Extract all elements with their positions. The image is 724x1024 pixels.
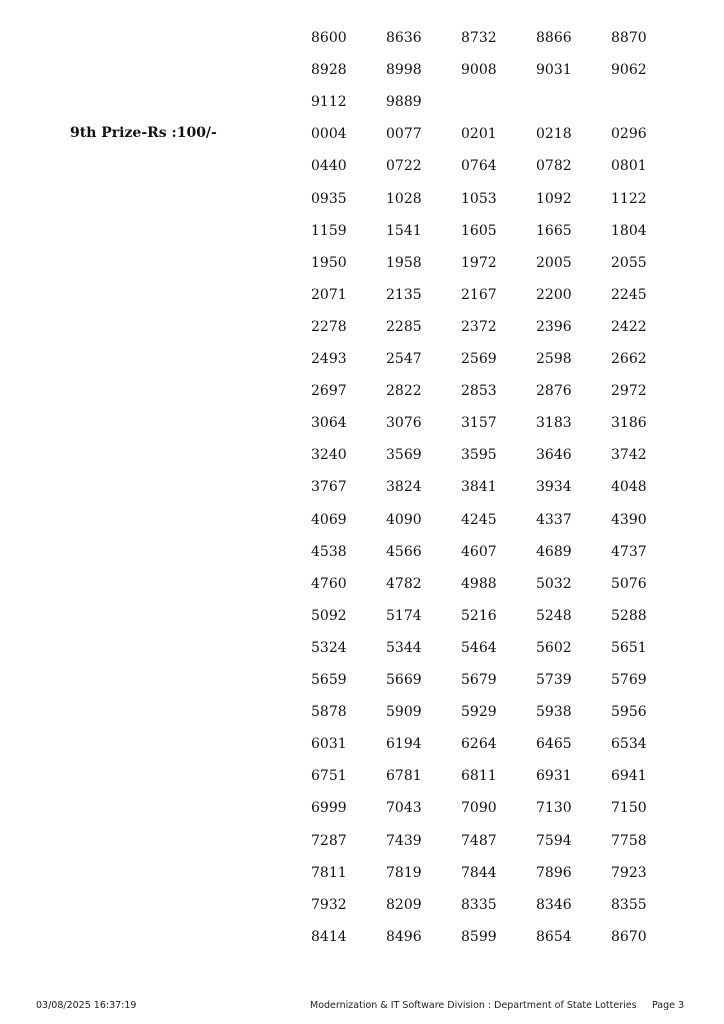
ticket-number: 3742: [611, 447, 647, 463]
number-row: [311, 382, 686, 400]
ticket-number: 8414: [311, 929, 347, 945]
ticket-number: 4607: [461, 544, 497, 560]
ticket-number: 8600: [311, 30, 347, 46]
ticket-number: 5032: [536, 576, 572, 592]
ticket-number: 1804: [611, 223, 647, 239]
ticket-number: 1028: [386, 191, 422, 207]
ticket-number: 8654: [536, 929, 572, 945]
ticket-number: 5878: [311, 704, 347, 720]
ticket-number: 2200: [536, 287, 572, 303]
ticket-number: 7844: [461, 865, 497, 881]
number-row: [311, 446, 686, 464]
ticket-number: 2972: [611, 383, 647, 399]
ticket-number: 6811: [461, 768, 497, 784]
number-row: [311, 254, 686, 272]
ticket-number: 6781: [386, 768, 422, 784]
ticket-number: 1972: [461, 255, 497, 271]
number-row: [311, 478, 686, 496]
ticket-number: 0764: [461, 158, 497, 174]
ticket-number: 2598: [536, 351, 572, 367]
number-row: [311, 607, 686, 625]
ticket-number: 7287: [311, 833, 347, 849]
number-row: [311, 767, 686, 785]
number-row: [311, 543, 686, 561]
ticket-number: 1092: [536, 191, 572, 207]
ticket-number: 5938: [536, 704, 572, 720]
ticket-number: 7819: [386, 865, 422, 881]
ticket-number: 2245: [611, 287, 647, 303]
ticket-number: 2055: [611, 255, 647, 271]
ticket-number: 2422: [611, 319, 647, 335]
footer-timestamp: 03/08/2025 16:37:19: [36, 1000, 137, 1011]
number-row: [311, 286, 686, 304]
ticket-number: 3064: [311, 415, 347, 431]
ticket-number: 5956: [611, 704, 647, 720]
ticket-number: 5669: [386, 672, 422, 688]
number-row: [311, 896, 686, 914]
ticket-number: 5324: [311, 640, 347, 656]
ticket-number: 1950: [311, 255, 347, 271]
ticket-number: 4566: [386, 544, 422, 560]
ticket-number: 2167: [461, 287, 497, 303]
ticket-number: 6999: [311, 800, 347, 816]
ticket-number: 3186: [611, 415, 647, 431]
ticket-number: 8670: [611, 929, 647, 945]
ticket-number: 3076: [386, 415, 422, 431]
ticket-number: 7439: [386, 833, 422, 849]
ticket-number: 8636: [386, 30, 422, 46]
footer-division: Modernization & IT Software Division : Department of State Lotteries: [310, 1000, 637, 1011]
ticket-number: 5344: [386, 640, 422, 656]
number-row: [311, 222, 686, 240]
ticket-number: 6534: [611, 736, 647, 752]
ticket-number: 3824: [386, 479, 422, 495]
ticket-number: 0004: [311, 126, 347, 142]
ticket-number: 8998: [386, 62, 422, 78]
ticket-number: 6751: [311, 768, 347, 784]
number-row: [311, 864, 686, 882]
ticket-number: 7090: [461, 800, 497, 816]
ticket-number: 2493: [311, 351, 347, 367]
ticket-number: 3157: [461, 415, 497, 431]
ticket-number: 5248: [536, 608, 572, 624]
ticket-number: 7043: [386, 800, 422, 816]
ticket-number: 1665: [536, 223, 572, 239]
ticket-number: 5909: [386, 704, 422, 720]
ticket-number: 5929: [461, 704, 497, 720]
number-row: [311, 157, 686, 175]
ticket-number: 2005: [536, 255, 572, 271]
ticket-number: 6941: [611, 768, 647, 784]
ticket-number: 6194: [386, 736, 422, 752]
ticket-number: 5602: [536, 640, 572, 656]
ticket-number: 3646: [536, 447, 572, 463]
ticket-number: 4782: [386, 576, 422, 592]
ticket-number: 3934: [536, 479, 572, 495]
ticket-number: 4048: [611, 479, 647, 495]
ticket-number: 8209: [386, 897, 422, 913]
footer-page-number: Page 3: [652, 1000, 685, 1011]
ticket-number: 7487: [461, 833, 497, 849]
number-row: [311, 799, 686, 817]
ticket-number: 1958: [386, 255, 422, 271]
ticket-number: 3767: [311, 479, 347, 495]
ticket-number: 4337: [536, 512, 572, 528]
ticket-number: 7758: [611, 833, 647, 849]
ticket-number: 4689: [536, 544, 572, 560]
ticket-number: 9008: [461, 62, 497, 78]
number-row: [311, 350, 686, 368]
ticket-number: 2071: [311, 287, 347, 303]
ticket-number: 7150: [611, 800, 647, 816]
ticket-number: 4538: [311, 544, 347, 560]
ticket-number: 0218: [536, 126, 572, 142]
ticket-number: 0782: [536, 158, 572, 174]
ticket-number: 8496: [386, 929, 422, 945]
ticket-number: 4245: [461, 512, 497, 528]
ticket-number: 0722: [386, 158, 422, 174]
ticket-number: 8866: [536, 30, 572, 46]
ticket-number: 5679: [461, 672, 497, 688]
number-row: [311, 29, 686, 47]
ticket-number: 1605: [461, 223, 497, 239]
ticket-number: 4988: [461, 576, 497, 592]
ticket-number: 9031: [536, 62, 572, 78]
prize-label: 9th Prize-Rs :100/-: [70, 125, 217, 141]
number-row: [311, 125, 686, 143]
ticket-number: 8599: [461, 929, 497, 945]
ticket-number: 5092: [311, 608, 347, 624]
ticket-number: 8346: [536, 897, 572, 913]
ticket-number: 4090: [386, 512, 422, 528]
ticket-number: 3841: [461, 479, 497, 495]
ticket-number: 0077: [386, 126, 422, 142]
ticket-number: 1122: [611, 191, 647, 207]
ticket-number: 6264: [461, 736, 497, 752]
ticket-number: 5651: [611, 640, 647, 656]
ticket-number: 9062: [611, 62, 647, 78]
ticket-number: 4390: [611, 512, 647, 528]
ticket-number: 0935: [311, 191, 347, 207]
ticket-number: 8928: [311, 62, 347, 78]
ticket-number: 3569: [386, 447, 422, 463]
ticket-number: 7923: [611, 865, 647, 881]
ticket-number: 2396: [536, 319, 572, 335]
ticket-number: 6031: [311, 736, 347, 752]
number-row: [311, 928, 686, 946]
ticket-number: 2135: [386, 287, 422, 303]
ticket-number: 2697: [311, 383, 347, 399]
ticket-number: 2547: [386, 351, 422, 367]
ticket-number: 8732: [461, 30, 497, 46]
ticket-number: 0440: [311, 158, 347, 174]
number-row: [311, 414, 686, 432]
ticket-number: 4069: [311, 512, 347, 528]
ticket-number: 0201: [461, 126, 497, 142]
ticket-number: 7594: [536, 833, 572, 849]
number-row: [311, 703, 686, 721]
ticket-number: 5769: [611, 672, 647, 688]
ticket-number: 1541: [386, 223, 422, 239]
number-row: [311, 832, 686, 850]
number-row: [311, 639, 686, 657]
ticket-number: 9889: [386, 94, 422, 110]
ticket-number: 7130: [536, 800, 572, 816]
ticket-number: 2662: [611, 351, 647, 367]
ticket-number: 9112: [311, 94, 347, 110]
number-row: [311, 671, 686, 689]
ticket-number: 5216: [461, 608, 497, 624]
number-row: [311, 735, 686, 753]
ticket-number: 7811: [311, 865, 347, 881]
ticket-number: 5076: [611, 576, 647, 592]
ticket-number: 2569: [461, 351, 497, 367]
ticket-number: 4737: [611, 544, 647, 560]
ticket-number: 4760: [311, 576, 347, 592]
ticket-number: 6931: [536, 768, 572, 784]
ticket-number: 7896: [536, 865, 572, 881]
ticket-number: 0801: [611, 158, 647, 174]
number-row: [311, 190, 686, 208]
ticket-number: 2285: [386, 319, 422, 335]
ticket-number: 3240: [311, 447, 347, 463]
ticket-number: 2876: [536, 383, 572, 399]
ticket-number: 5659: [311, 672, 347, 688]
ticket-number: 5739: [536, 672, 572, 688]
ticket-number: 2372: [461, 319, 497, 335]
ticket-number: 8335: [461, 897, 497, 913]
number-row: [311, 511, 686, 529]
number-row: [311, 61, 686, 79]
ticket-number: 5464: [461, 640, 497, 656]
ticket-number: 8355: [611, 897, 647, 913]
ticket-number: 1053: [461, 191, 497, 207]
ticket-number: 8870: [611, 30, 647, 46]
ticket-number: 0296: [611, 126, 647, 142]
number-row: [311, 93, 461, 111]
ticket-number: 1159: [311, 223, 347, 239]
number-row: [311, 318, 686, 336]
ticket-number: 6465: [536, 736, 572, 752]
ticket-number: 5174: [386, 608, 422, 624]
ticket-number: 3595: [461, 447, 497, 463]
ticket-number: 7932: [311, 897, 347, 913]
ticket-number: 3183: [536, 415, 572, 431]
ticket-number: 2278: [311, 319, 347, 335]
ticket-number: 2853: [461, 383, 497, 399]
number-row: [311, 575, 686, 593]
ticket-number: 2822: [386, 383, 422, 399]
ticket-number: 5288: [611, 608, 647, 624]
